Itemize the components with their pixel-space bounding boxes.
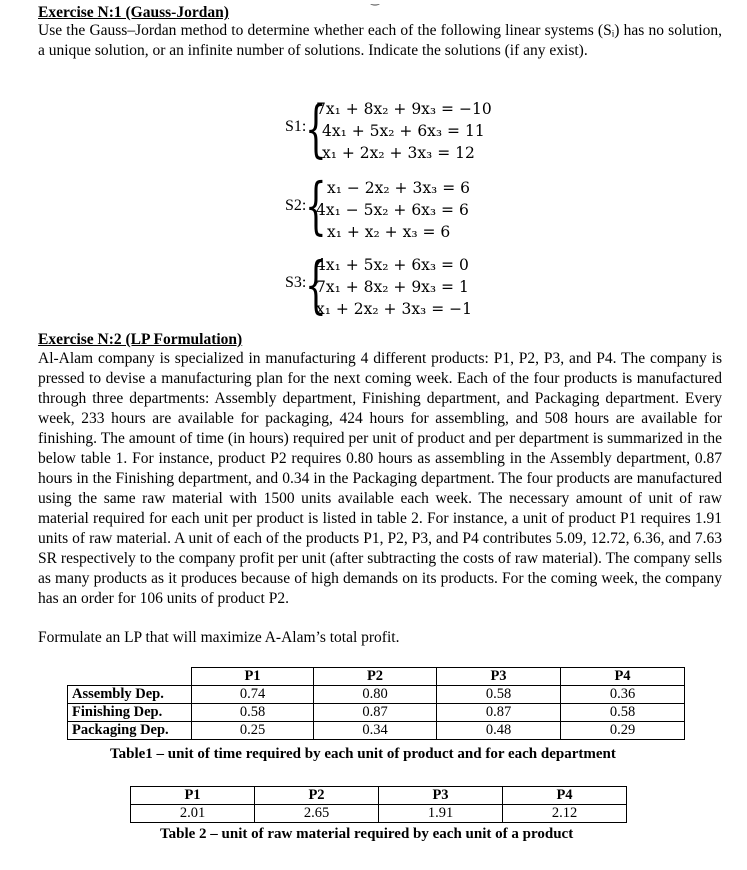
left-brace: { <box>305 248 327 321</box>
table-cell: 0.36 <box>561 686 685 704</box>
table-cell: 0.58 <box>192 704 314 722</box>
equation: x₁ − 2x₂ + 3x₃ = 6 <box>327 179 470 197</box>
equation: x₁ + 2x₂ + 3x₃ = 12 <box>322 144 475 162</box>
row-header: Assembly Dep. <box>68 686 192 704</box>
left-brace: { <box>305 169 327 242</box>
table1 <box>67 667 685 740</box>
table-corner <box>68 668 192 686</box>
table-cell: 0.58 <box>437 686 561 704</box>
page-number-fragment: ‿ <box>371 0 380 6</box>
table-cell: 0.48 <box>437 722 561 740</box>
equation: 4x₁ + 5x₂ + 6x₃ = 0 <box>316 256 469 274</box>
table-cell: 0.25 <box>192 722 314 740</box>
row-header: Packaging Dep. <box>68 722 192 740</box>
column-header: P2 <box>255 787 379 805</box>
column-header: P4 <box>503 787 627 805</box>
exercise2-title: Exercise N:2 (LP Formulation) <box>38 331 243 348</box>
exercise1-title: Exercise N:1 (Gauss-Jordan) <box>38 4 229 21</box>
table-header-row <box>68 668 685 686</box>
table-row <box>68 722 685 740</box>
exercise2-paragraph: Al-Alam company is specialized in manufacturing 4 different products: P1, P2, P3, and P4. The company is pressed to devise a manufacturing plan for the next coming week. Each of the four products is manufactured through three departments: Assembly department, Finishing department, and Packaging department. Every week, 233 hours are available for packaging, 424 hours for assembling, and 508 hours are available for finishing. The amount of time (in hours) required per unit of product and per department is summarized in the below table 1. For instance, product P2 requires 0.80 hours as assembling in the Assembly department, 0.87 hours in the Finishing department, and 0.34 in the Packaging department. The four products are manufactured using the same raw material with 1500 units available each week. The necessary amount of unit of raw material required for each unit per product is listed in table 2. For instance, a unit of product P1 requires 1.91 units of raw material. A unit of each of the products P1, P2, P3, and P4 contributes 5.09, 12.72, 6.36, and 7.63 SR respectively to the company profit per unit (after subtracting the costs of raw material). The company sells as many products as it produces because of high demands on its products. For the coming week, the company has an order for 106 units of product P2. <box>38 350 722 607</box>
row-header: Finishing Dep. <box>68 704 192 722</box>
table-cell: 0.80 <box>314 686 437 704</box>
table-cell: 0.74 <box>192 686 314 704</box>
table1-caption: Table1 – unit of time required by each unit of product and for each department <box>110 746 616 762</box>
table-cell: 2.01 <box>131 805 255 823</box>
equation: 4x₁ + 5x₂ + 6x₃ = 11 <box>322 122 485 140</box>
column-header: P3 <box>437 668 561 686</box>
system-label: S1: <box>285 118 307 135</box>
system-label: S3: <box>285 274 307 291</box>
table-row <box>68 686 685 704</box>
table-cell: 1.91 <box>379 805 503 823</box>
table2 <box>130 786 627 823</box>
table-cell: 2.65 <box>255 805 379 823</box>
table-cell: 0.58 <box>561 704 685 722</box>
equation: x₁ + x₂ + x₃ = 6 <box>327 223 451 241</box>
system-label: S2: <box>285 197 307 214</box>
column-header: P1 <box>192 668 314 686</box>
left-brace: { <box>305 92 327 165</box>
table-cell: 2.12 <box>503 805 627 823</box>
table-cell: 0.87 <box>437 704 561 722</box>
equation: 4x₁ − 5x₂ + 6x₃ = 6 <box>316 201 469 219</box>
table-cell: 0.34 <box>314 722 437 740</box>
equation: 7x₁ + 8x₂ + 9x₃ = 1 <box>316 278 469 296</box>
table-row <box>131 805 627 823</box>
table-header-row <box>131 787 627 805</box>
table2-caption: Table 2 – unit of raw material required by each unit of a product <box>160 826 574 842</box>
equation: 7x₁ + 8x₂ + 9x₃ = −10 <box>316 100 492 118</box>
table-cell: 0.29 <box>561 722 685 740</box>
table-row <box>68 704 685 722</box>
equation: x₁ + 2x₂ + 3x₃ = −1 <box>316 300 472 318</box>
column-header: P3 <box>379 787 503 805</box>
exercise1-intro: Use the Gauss–Jordan method to determine whether each of the following linear systems (Sᵢ) has no solution, a unique solution, or an infinite number of solutions. Indicate the solutions (if any exist). <box>38 22 722 59</box>
column-header: P4 <box>561 668 685 686</box>
exercise2-task: Formulate an LP that will maximize A-Alam’s total profit. <box>38 629 400 646</box>
table-cell: 0.87 <box>314 704 437 722</box>
column-header: P2 <box>314 668 437 686</box>
column-header: P1 <box>131 787 255 805</box>
